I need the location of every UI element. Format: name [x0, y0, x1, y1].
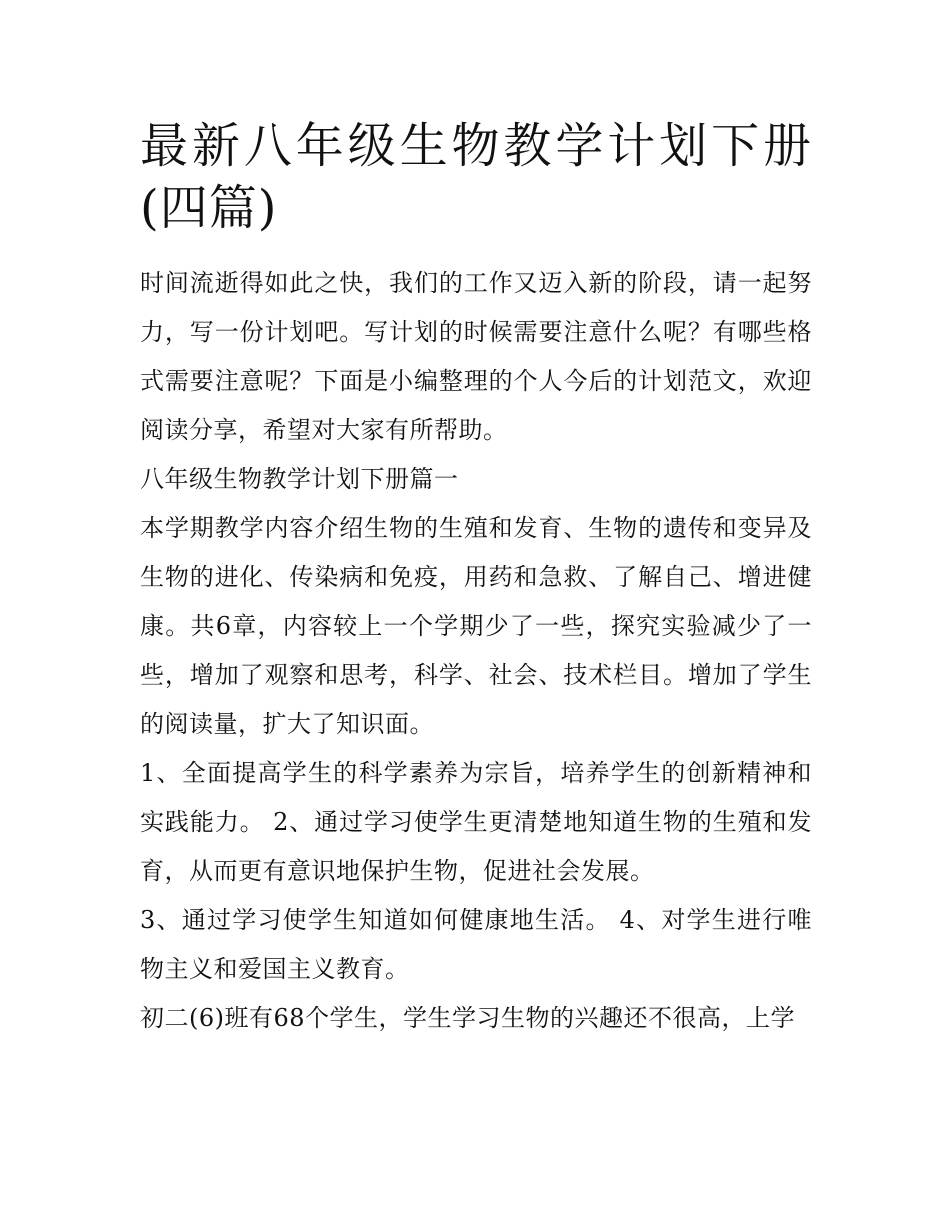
class-paragraph: 初二(6)班有68个学生，学生学习生物的兴趣还不很高，上学	[140, 1004, 796, 1032]
content-paragraph: 本学期教学内容介绍生物的生殖和发育、生物的遗传和变异及生物的进化、传染病和免疫，用药和急救、了解自己、增进健康。共6章，内容较上一个学期少了一些，探究实验减少了一些，增加了观察和思考，科学、社会、技术栏目。增加了学生的阅读量，扩大了知识面。	[140, 514, 812, 738]
intro-paragraph: 时间流逝得如此之快，我们的工作又迈入新的阶段，请一起努力，写一份计划吧。写计划的时候需要注意什么呢？有哪些格式需要注意呢？下面是小编整理的个人今后的计划范文，欢迎阅读分享，希望对大家有所帮助。	[140, 269, 812, 444]
document-page	[140, 115, 812, 1043]
goal-paragraph-1-2: 1、全面提高学生的科学素养为宗旨，培养学生的创新精神和实践能力。 2、通过学习使学生更清楚地知道生物的生殖和发育，从而更有意识地保护生物，促进社会发展。	[140, 759, 812, 885]
section-heading: 八年级生物教学计划下册篇一	[140, 465, 459, 493]
goal-paragraph-3-4: 3、通过学习使学生知道如何健康地生活。 4、对学生进行唯物主义和爱国主义教育。	[140, 906, 812, 983]
document-title: 最新八年级生物教学计划下册(四篇)	[140, 118, 812, 236]
document-body	[140, 259, 812, 1043]
